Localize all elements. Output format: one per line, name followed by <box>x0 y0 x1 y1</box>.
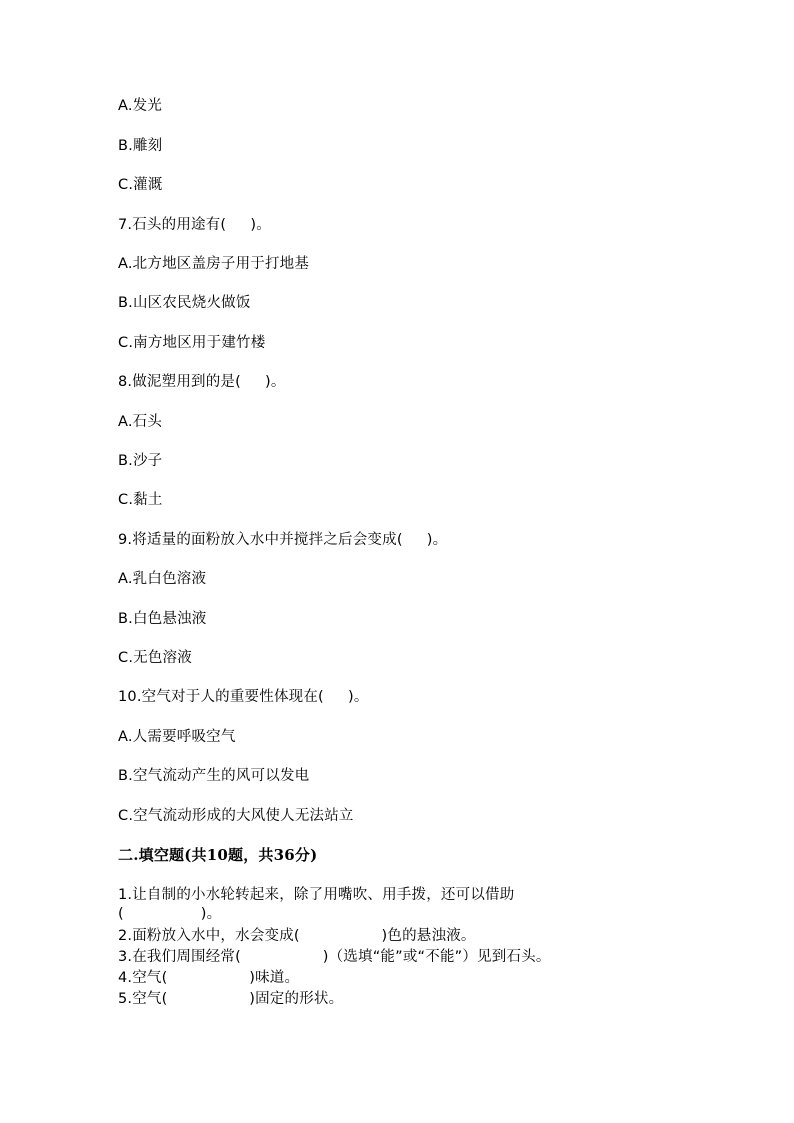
q10-stem: 10.空气对于人的重要性体现在( )。 <box>118 689 369 705</box>
q6-option-b: B.雕刻 <box>118 138 163 154</box>
q7-option-a: A.北方地区盖房子用于打地基 <box>118 256 310 272</box>
q7-option-b: B.山区农民烧火做饭 <box>118 295 251 311</box>
q9-option-c: C.无色溶液 <box>118 650 192 666</box>
q6-option-c: C.灌溉 <box>118 177 163 193</box>
q7-stem: 7.石头的用途有( )。 <box>118 217 271 233</box>
fill-q5: 5.空气( )固定的形状。 <box>118 991 344 1007</box>
fill-q3: 3.在我们周围经常( )（选填“能”或“不能”）见到石头。 <box>118 949 551 965</box>
section-heading-fill-in: 二.填空题(共10题，共36分) <box>118 846 318 864</box>
q9-stem: 9.将适量的面粉放入水中并搅拌之后会变成( )。 <box>118 532 448 548</box>
q10-option-a: A.人需要呼吸空气 <box>118 729 236 745</box>
q6-option-a: A.发光 <box>118 98 163 114</box>
q8-option-a: A.石头 <box>118 414 163 430</box>
q10-option-c: C.空气流动形成的大风使人无法站立 <box>118 808 354 824</box>
q9-option-a: A.乳白色溶液 <box>118 571 207 587</box>
fill-q1-line2: ( )。 <box>118 906 222 922</box>
fill-q2: 2.面粉放入水中，水会变成( )色的悬浊液。 <box>118 928 476 944</box>
q7-option-c: C.南方地区用于建竹楼 <box>118 335 266 351</box>
fill-q4: 4.空气( )味道。 <box>118 970 300 986</box>
q8-option-b: B.沙子 <box>118 453 163 469</box>
fill-q1-line1: 1.让自制的小水轮转起来，除了用嘴吹、用手拨，还可以借助 <box>118 887 515 903</box>
q8-stem: 8.做泥塑用到的是( )。 <box>118 374 286 390</box>
q9-option-b: B.白色悬浊液 <box>118 611 207 627</box>
q8-option-c: C.黏土 <box>118 492 163 508</box>
q10-option-b: B.空气流动产生的风可以发电 <box>118 768 310 784</box>
